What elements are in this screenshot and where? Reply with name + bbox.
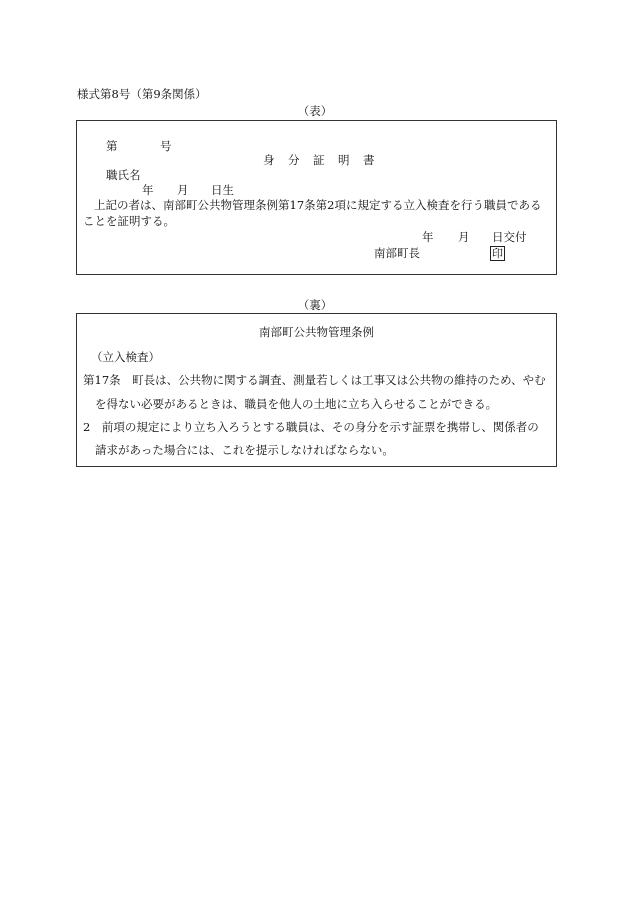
certification-statement: 上記の者は、南部町公共物管理条例第17条第2項に規定する立入検査を行う職員であることを証明する。 — [83, 198, 542, 228]
ordinance-title: 南部町公共物管理条例 — [259, 325, 374, 339]
section-heading: （立入検査） — [91, 350, 160, 364]
certificate-heading: 身 分 証 明 書 — [263, 153, 376, 167]
paragraph-2-line-1: 2 前項の規定により立ち入ろうとする職員は、その身分を示す証票を携帯し、関係者の — [83, 420, 539, 434]
back-side-box — [76, 313, 557, 467]
id-number-prefix: 第 — [106, 139, 118, 153]
name-label: 職氏名 — [106, 168, 141, 182]
issue-month-label: 月 — [458, 230, 470, 244]
issuer-line — [374, 245, 505, 261]
id-number-suffix: 号 — [160, 139, 172, 153]
issue-year-label: 年 — [422, 230, 434, 244]
birth-month-label: 月 — [177, 183, 189, 197]
back-side-label: （裏） — [297, 298, 333, 312]
article-17-line-2: を得ない必要があるときは、職員を他人の土地に立ち入らせることができる。 — [95, 397, 498, 411]
official-seal-mark: 印 — [492, 247, 503, 260]
form-number-title: 様式第8号（第9条関係） — [77, 87, 207, 101]
issue-day-label: 日交付 — [492, 230, 527, 244]
birth-day-label: 日生 — [211, 183, 234, 197]
front-side-label: （表） — [297, 104, 333, 118]
article-17-line-1: 第17条 町長は、公共物に関する調査、測量若しくは工事又は公共物の維持のため、やむ — [83, 373, 546, 387]
front-side-box — [76, 120, 557, 275]
birth-year-label: 年 — [142, 183, 154, 197]
paragraph-2-line-2: 請求があった場合には、これを提示しなければならない。 — [95, 443, 394, 457]
issuer-name: 南部町長 — [374, 246, 420, 260]
